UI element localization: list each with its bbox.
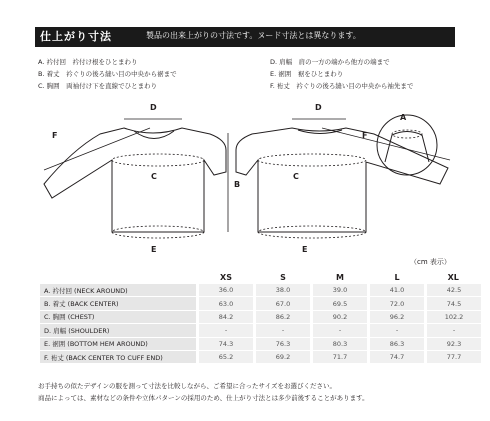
legend-item-c: C. 胸囲 両袖付け下を直線でひとまわり [38, 82, 158, 90]
cell-value: 69.5 [312, 297, 369, 310]
size-header-row [40, 270, 481, 284]
cell-value: 86.3 [369, 337, 426, 350]
row-label: F. 裄丈 (BACK CENTER TO CUFF END) [40, 350, 198, 363]
size-header: S [280, 272, 286, 282]
legend-item-b: B. 着丈 衿ぐりの後ろ縫い目の中央から裾まで [38, 70, 177, 78]
row-label: B. 着丈 (BACK CENTER) [40, 297, 198, 310]
cell-value: - [312, 324, 369, 337]
legend-item-d: D. 肩幅 肩の一方の端から他方の端まで [270, 58, 390, 66]
cell-value: 36.0 [198, 284, 255, 297]
size-header: L [394, 272, 400, 282]
cell-value: 74.3 [198, 337, 255, 350]
label-d-back: D [315, 103, 322, 112]
cell-value: 72.0 [369, 297, 426, 310]
collar-detail-circle [377, 115, 437, 175]
cell-value: 84.2 [198, 310, 255, 323]
note-line-1: お手持ちの似たデザインの服を測って寸法を比較しながら、ご希望に合ったサイズをお選びください。 [38, 382, 337, 390]
front-sweater-outline [44, 128, 226, 232]
table-row [40, 350, 481, 363]
label-f-back: F [362, 131, 368, 140]
cell-value: - [426, 324, 482, 337]
label-b: B [234, 180, 241, 189]
cell-value: - [369, 324, 426, 337]
cell-value: - [198, 324, 255, 337]
cell-value: 74.7 [369, 350, 426, 363]
cell-value: 65.2 [198, 350, 255, 363]
cell-value: 92.3 [426, 337, 482, 350]
cell-value: - [255, 324, 312, 337]
legend-item-f: F. 裄丈 衿ぐりの後ろ縫い目の中央から袖先まで [270, 82, 414, 90]
cell-value: 38.0 [255, 284, 312, 297]
back-sweater-outline [236, 128, 448, 232]
cell-value: 90.2 [312, 310, 369, 323]
label-f-front: F [52, 131, 58, 140]
table-row [40, 297, 481, 310]
cell-value: 69.2 [255, 350, 312, 363]
label-e-back: E [302, 245, 308, 254]
table-row [40, 324, 481, 337]
size-header: M [336, 272, 344, 282]
cell-value: 42.5 [426, 284, 482, 297]
cell-value: 102.2 [426, 310, 482, 323]
size-table [40, 270, 481, 364]
cell-value: 96.2 [369, 310, 426, 323]
page-title: 仕上がり寸法 [40, 30, 112, 43]
row-label: E. 裾囲 (BOTTOM HEM AROUND) [40, 337, 198, 350]
row-label: D. 肩幅 (SHOULDER) [40, 324, 198, 337]
cell-value: 80.3 [312, 337, 369, 350]
legend-item-e: E. 裾囲 裾をひとまわり [270, 70, 344, 78]
row-label: C. 胸囲 (CHEST) [40, 310, 198, 323]
label-d-front: D [150, 103, 157, 112]
collar-detail-shirt [385, 132, 429, 163]
chest-measure-back [258, 154, 366, 166]
cell-value: 67.0 [255, 297, 312, 310]
header-blank [40, 270, 198, 284]
legend-item-a: A. 衿付回 衿付け根をひとまわり [38, 58, 138, 66]
size-header: XS [220, 272, 232, 282]
unit-label: （cm 表示） [410, 258, 451, 266]
cell-value: 86.2 [255, 310, 312, 323]
cell-value: 76.3 [255, 337, 312, 350]
label-e-front: E [151, 245, 157, 254]
cell-value: 39.0 [312, 284, 369, 297]
table-row [40, 284, 481, 297]
label-a: A [400, 113, 407, 122]
cell-value: 74.5 [426, 297, 482, 310]
label-c-back: C [293, 172, 299, 181]
cell-value: 77.7 [426, 350, 482, 363]
size-header: XL [447, 272, 459, 282]
table-row [40, 337, 481, 350]
label-c-front: C [151, 172, 157, 181]
chest-measure-front [112, 154, 204, 166]
table-row [40, 310, 481, 323]
sleeve-arrow-front [44, 128, 150, 170]
sleeve-arrow-back [322, 128, 450, 160]
cell-value: 63.0 [198, 297, 255, 310]
note-line-2: 商品によっては、素材などの条件や立体パターンの採用のため、仕上がり寸法とは多少前後することがあります。 [38, 394, 369, 402]
page-subtitle: 製品の出来上がりの寸法です。ヌード寸法とは異なります。 [146, 31, 361, 40]
row-label: A. 衿付回 (NECK AROUND) [40, 284, 198, 297]
cell-value: 71.7 [312, 350, 369, 363]
cell-value: 41.0 [369, 284, 426, 297]
